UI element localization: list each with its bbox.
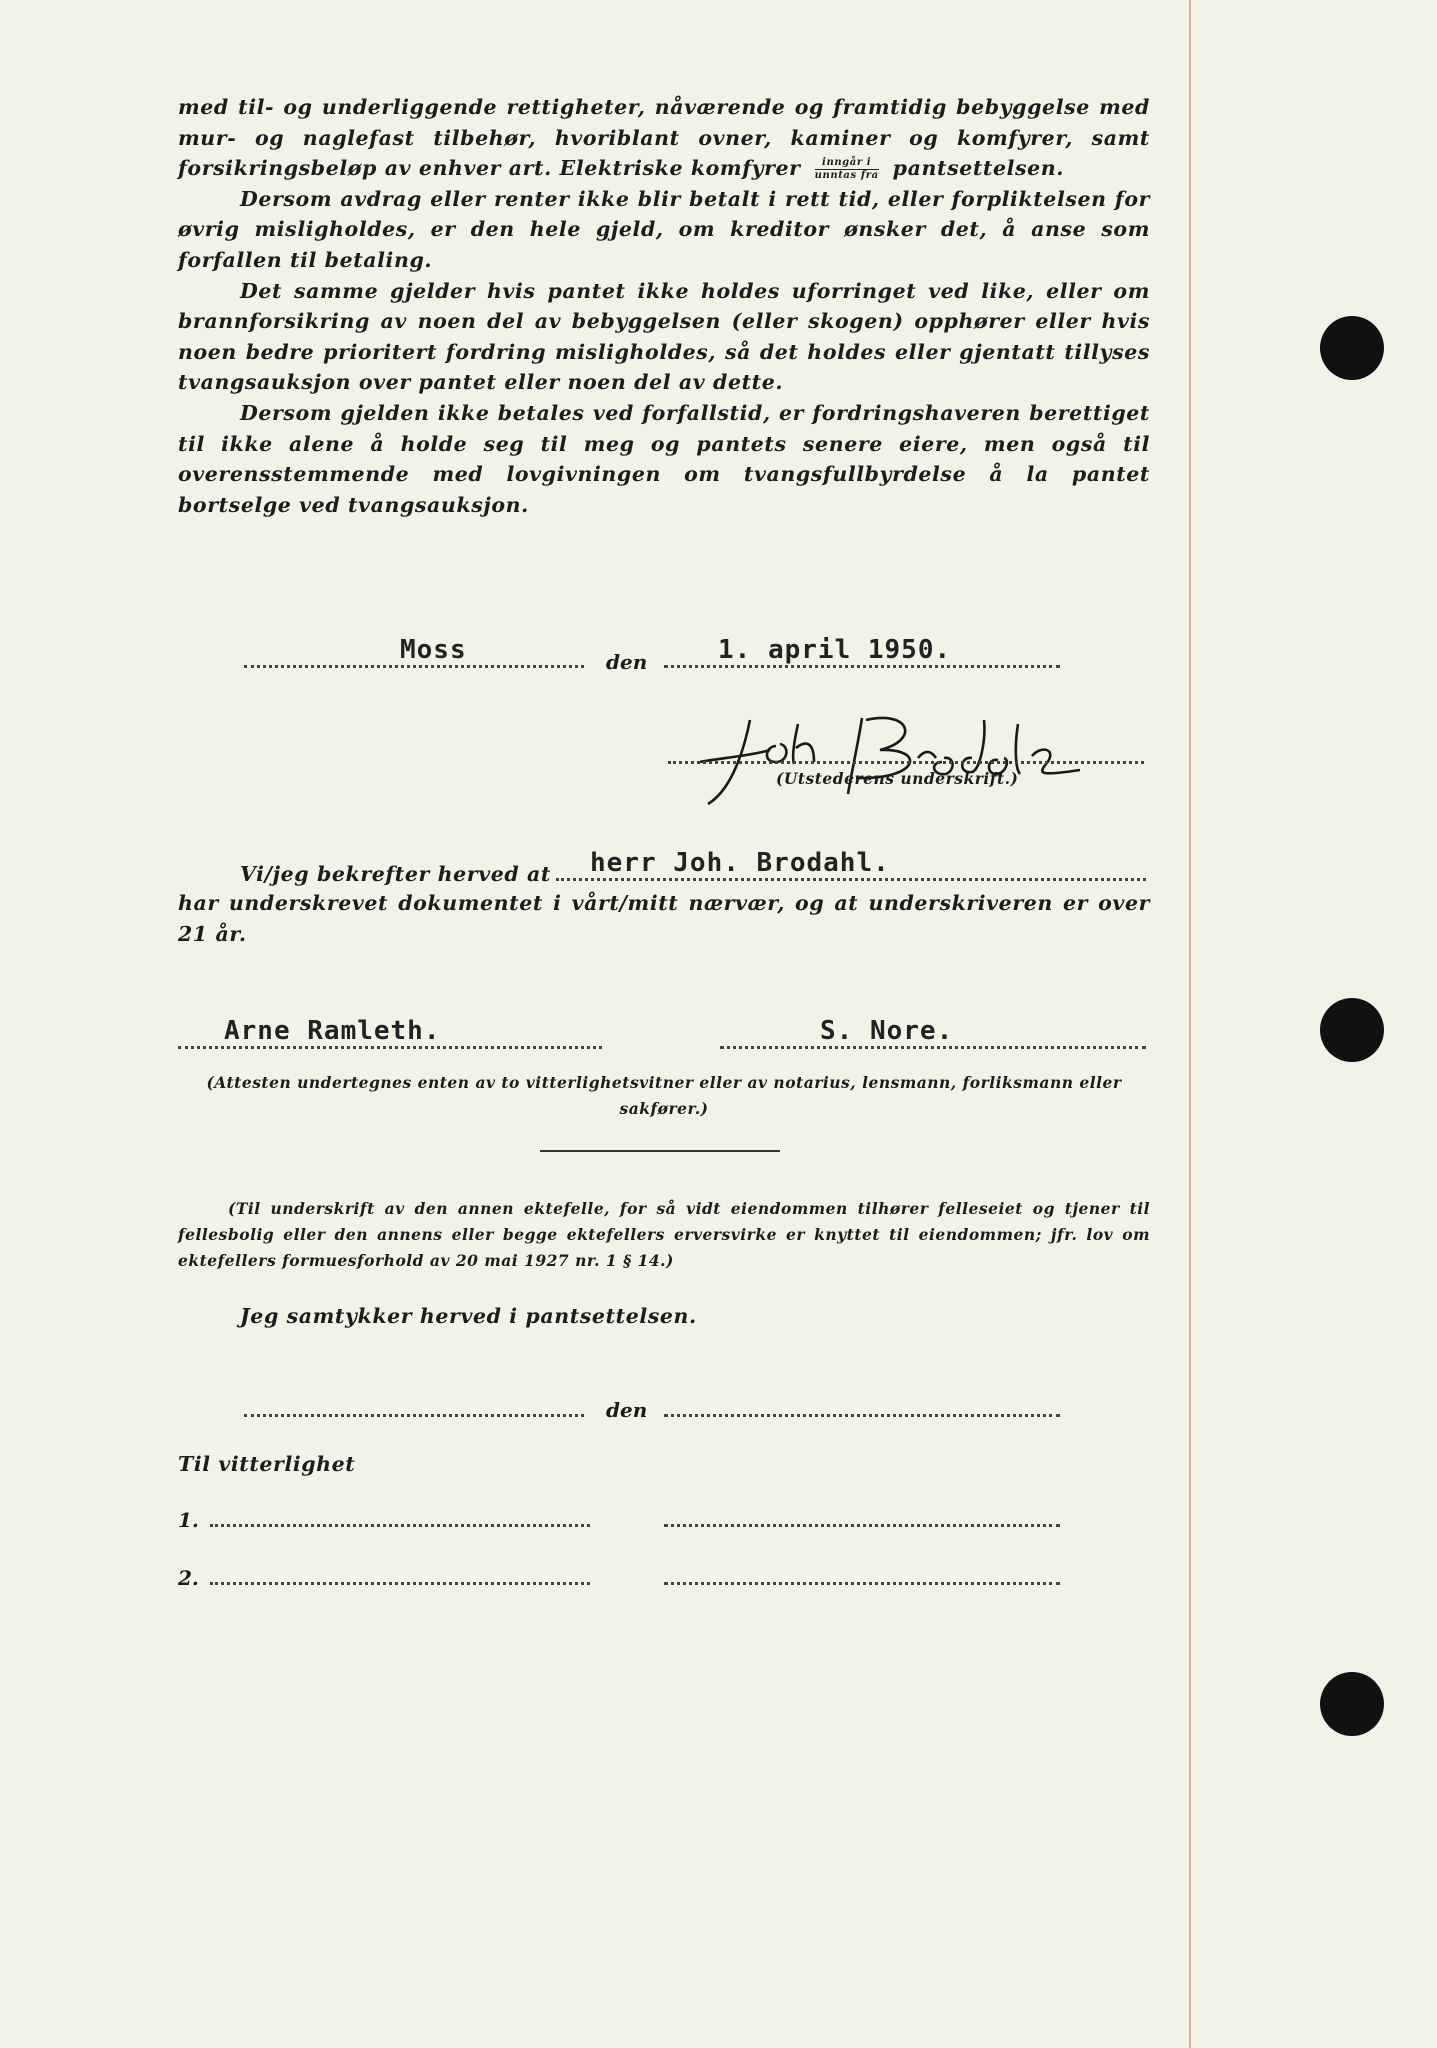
witness-1-name: Arne Ramleth. bbox=[224, 1016, 441, 1046]
margin-line bbox=[1189, 0, 1191, 2048]
dotted-line bbox=[244, 665, 584, 668]
witness-number-1: 1. bbox=[178, 1508, 199, 1532]
fraction-choice: $\frac{\text{inngår i}}{\text{unntas fra}}$ bbox=[814, 157, 879, 182]
paragraph-3: Det samme gjelder hvis pantet ikke holdes uforringet ved like, eller om brannforsikring av noen del av bebyggelsen (eller skogen) opphører eller hvis noen bedre prioritert fordring misligholdes, så det holdes eller gjentatt tillyses tvangsauksjon over pantet eller noen del av dette. bbox=[178, 278, 1150, 395]
punch-hole bbox=[1320, 998, 1384, 1062]
punch-hole bbox=[1320, 316, 1384, 380]
signature-line bbox=[668, 761, 1144, 764]
paragraph-4: Dersom gjelden ikke betales ved forfallstid, er fordringshaveren berettiget til ikke alene å holde seg til meg og pantets senere eiere, men også til overensstemmende med lovgivningen om tvangsfullbyrdelse å la pantet bortselge ved tvangsauksjon. bbox=[178, 400, 1150, 517]
witness-section-title: Til vitterlighet bbox=[178, 1452, 356, 1476]
confirmed-name: herr Joh. Brodahl. bbox=[590, 848, 890, 878]
confirmation-lead: Vi/jeg bekrefter herved at bbox=[240, 862, 551, 886]
dotted-line bbox=[664, 1414, 1060, 1417]
witness-line-1 bbox=[178, 1046, 602, 1049]
dotted-line bbox=[244, 1414, 584, 1417]
dotted-line bbox=[210, 1524, 590, 1527]
separator bbox=[540, 1150, 780, 1152]
dotted-line bbox=[556, 878, 1146, 881]
attestation-note: (Attesten undertegnes enten av to vitterlighetsvitner eller av notarius, lensmann, forliksmann eller sakfører.) bbox=[206, 1073, 1122, 1118]
witness-line-2 bbox=[720, 1046, 1146, 1049]
spouse-note: (Til underskrift av den annen ektefelle, for så vidt eiendommen tilhører felleseiet og tjener til fellesbolig eller den annens eller begge ektefellers erversvirke er knyttet til eiendommen; jfr. lov om ektefellers formuesforhold av 20 mai 1927 nr. 1 § 14.) bbox=[178, 1199, 1150, 1270]
confirmation-text: har underskrevet dokumentet i vårt/mitt nærvær, og at underskriveren er over 21 år. bbox=[178, 891, 1150, 946]
issuer-signature-label: (Utstederens underskrift.) bbox=[776, 769, 1019, 788]
dotted-line bbox=[210, 1582, 590, 1585]
den-label: den bbox=[606, 650, 648, 674]
den-label-2: den bbox=[606, 1398, 648, 1422]
witness-2-name: S. Nore. bbox=[820, 1016, 954, 1046]
paragraph-1: med til- og underliggende rettigheter, nåværende og framtidig bebyggelse med mur- og naglefast tilbehør, hvoriblant ovner, kaminer og komfyrer, samt forsikringsbeløp av enhver art. Elektriske komfyrer $\frac{\text{inngår i}}{\text{unntas fra}}$ pantsettelsen. bbox=[178, 95, 1150, 182]
witness-number-2: 2. bbox=[178, 1566, 199, 1590]
terms-text bbox=[178, 92, 1150, 520]
dotted-line bbox=[664, 665, 1060, 668]
dotted-line bbox=[664, 1582, 1060, 1585]
paragraph-2: Dersom avdrag eller renter ikke blir betalt i rett tid, eller forpliktelsen for øvrig misligholdes, er den hele gjeld, om kreditor ønsker det, å anse som forfallen til betaling. bbox=[178, 186, 1150, 272]
date-text: 1. april 1950. bbox=[718, 635, 952, 665]
dotted-line bbox=[664, 1524, 1060, 1527]
place-text: Moss bbox=[400, 635, 467, 665]
punch-hole bbox=[1320, 1672, 1384, 1736]
issuer-signature bbox=[680, 700, 1140, 810]
consent-text: Jeg samtykker herved i pantsettelsen. bbox=[240, 1304, 697, 1328]
